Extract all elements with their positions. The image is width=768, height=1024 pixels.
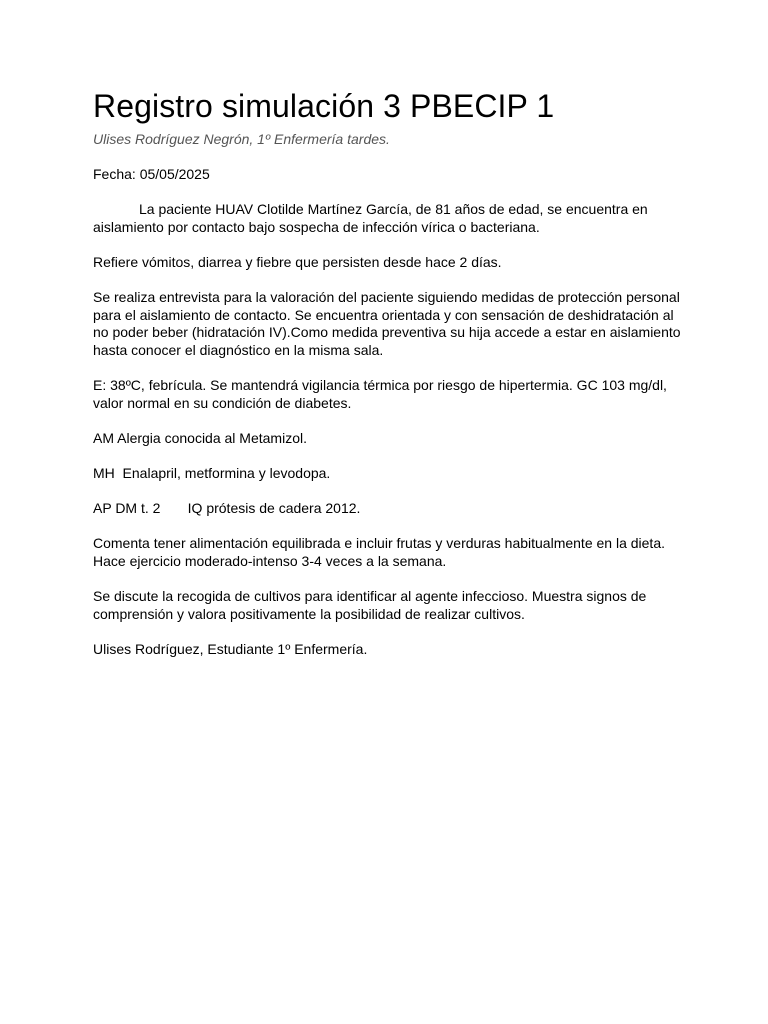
paragraph-lifestyle: Comenta tener alimentación equilibrada e incluir frutas y verduras habitualmente en la dieta. Hace ejercicio moderado-intenso 3-4 veces a la semana. xyxy=(93,535,665,570)
paragraph-symptoms: Refiere vómitos, diarrea y fiebre que persisten desde hace 2 días. xyxy=(93,253,502,270)
paragraph-allergies: AM Alergia conocida al Metamizol. xyxy=(93,429,307,446)
signature-line: Ulises Rodríguez, Estudiante 1º Enfermería. xyxy=(93,641,368,658)
paragraph-interview: Se realiza entrevista para la valoración del paciente siguiendo medidas de protección personal para el aislamiento de contacto. Se encuentra orientada y con sensación de deshidratación al no poder beber (hidratación IV).Como medida preventiva su hija accede a estar en aislamiento hasta conocer el diagnóstico en la misma sala. xyxy=(93,289,681,358)
document-title: Registro simulación 3 PBECIP 1 xyxy=(93,88,555,124)
paragraph-exploration: E: 38ºC, febrícula. Se mantendrá vigilancia térmica por riesgo de hipertermia. GC 103 mg/dl, valor normal en su condición de diabetes. xyxy=(93,377,667,411)
paragraph-medication: MH Enalapril, metformina y levodopa. xyxy=(93,465,331,482)
paragraph-cultures: Se discute la recogida de cultivos para identificar al agente infeccioso. Muestra signos de comprensión y valora positivamente la posibilidad de realizar cultivos. xyxy=(93,588,647,622)
paragraph-history: AP DM t. 2 IQ prótesis de cadera 2012. xyxy=(93,500,361,517)
date-line: Fecha: 05/05/2025 xyxy=(93,166,210,182)
paragraph-patient-intro: La paciente HUAV Clotilde Martínez García, de 81 años de edad, se encuentra en aislamiento por contacto bajo sospecha de infección vírica o bacteriana. xyxy=(93,201,648,235)
document-body xyxy=(93,87,683,676)
document-subtitle: Ulises Rodríguez Negrón, 1º Enfermería tardes. xyxy=(93,131,390,147)
